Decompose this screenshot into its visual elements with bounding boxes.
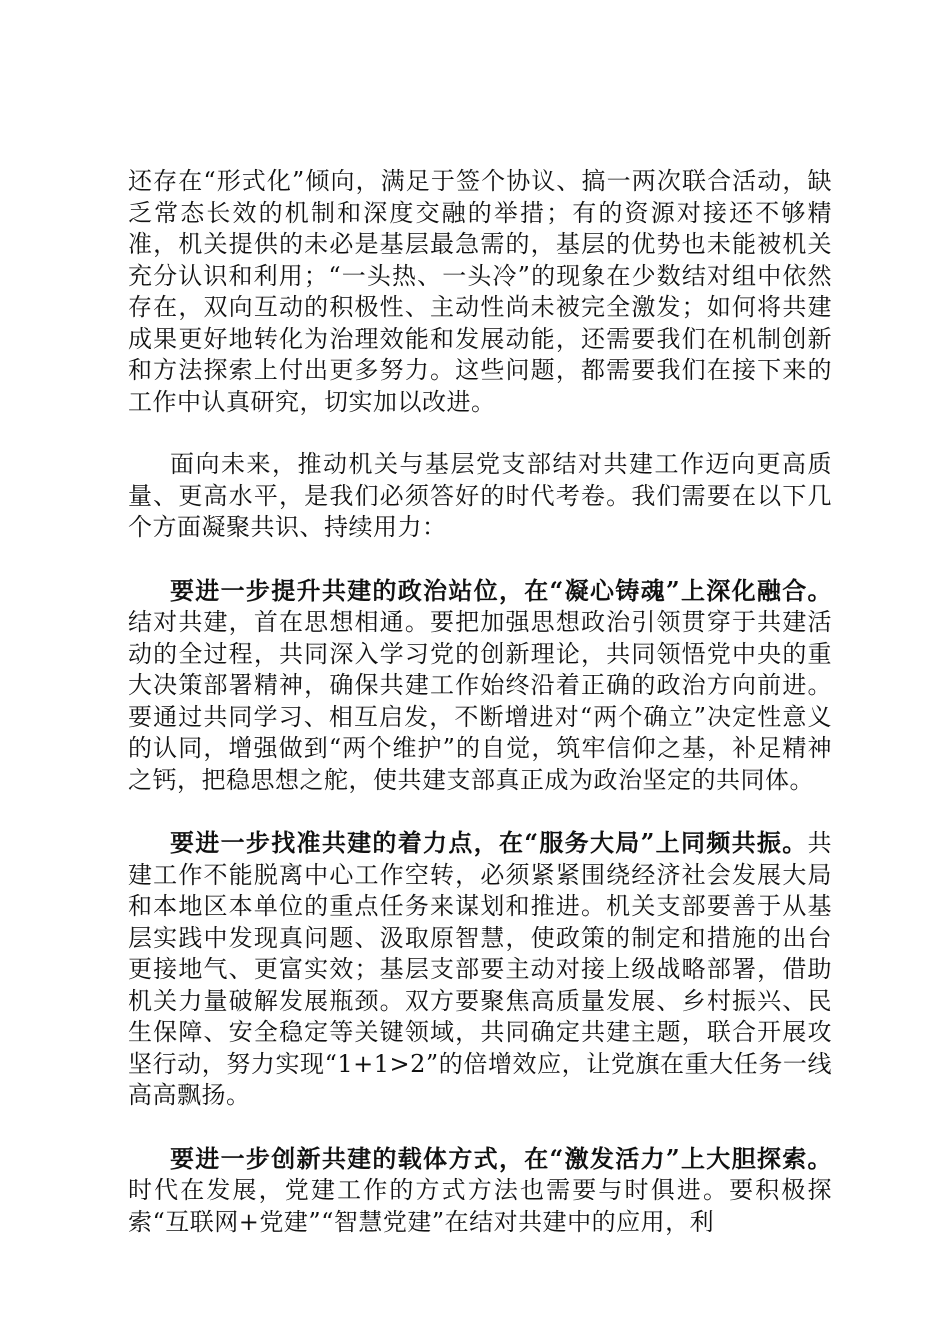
- paragraph-political-standing: [128, 575, 832, 797]
- paragraph-outlook: [128, 449, 832, 544]
- paragraph-text: 共建工作不能脱离中心工作空转，必须紧紧围绕经济社会发展大局和本地区本单位的重点任务来谋划和推进。机关支部要善于从基层实践中发现真问题、汲取原智慧，使政策的制定和措施的出台更接地气、更富实效；基层支部要主动对接上级战略部署，借助机关力量破解发展瓶颈。双方要聚焦高质量发展、乡村振兴、民生保障、安全稳定等关键领域，共同确定共建主题，联合开展攻坚行动，努力实现“1+1>2”的倍增效应，让党旗在重大任务一线高高飘扬。: [128, 829, 832, 1109]
- paragraph-innovation: [128, 1143, 832, 1239]
- paragraph-heading: 要进一步创新共建的载体方式，在“激发活力”上大胆探索。: [170, 1143, 832, 1173]
- paragraph-text: 面向未来，推动机关与基层党支部结对共建工作迈向更高质量、更高水平，是我们必须答好的时代考卷。我们需要在以下几个方面凝聚共识、持续用力：: [128, 450, 832, 541]
- paragraph-text: 时代在发展，党建工作的方式方法也需要与时俱进。要积极探索“互联网+党建”“智慧党建”在结对共建中的应用，利: [128, 1176, 832, 1236]
- paragraph-heading: 要进一步找准共建的着力点，在“服务大局”上同频共振。: [170, 828, 808, 857]
- paragraph-problems: [128, 166, 832, 418]
- paragraph-text: 还存在“形式化”倾向，满足于签个协议、搞一两次联合活动，缺乏常态长效的机制和深度交融的举措；有的资源对接还不够精准，机关提供的未必是基层最急需的，基层的优势也未能被机关充分认识和利用；“一头热、一头冷”的现象在少数结对组中依然存在，双向互动的积极性、主动性尚未被完全激发；如何将共建成果更好地转化为治理效能和发展动能，还需要我们在机制创新和方法探索上付出更多努力。这些问题，都需要我们在接下来的工作中认真研究，切实加以改进。: [128, 167, 832, 416]
- paragraph-heading: 要进一步提升共建的政治站位，在“凝心铸魂”上深化融合。: [170, 575, 832, 605]
- paragraph-text: 结对共建，首在思想相通。要把加强思想政治引领贯穿于共建活动的全过程，共同深入学习党的创新理论，共同领悟党中央的重大决策部署精神，确保共建工作始终沿着正确的政治方向前进。要通过共同学习、相互启发，不断增进对“两个确立”决定性意义的认同，增强做到“两个维护”的自觉，筑牢信仰之基，补足精神之钙，把稳思想之舵，使共建支部真正成为政治坚定的共同体。: [128, 608, 832, 794]
- document-body: [128, 166, 832, 1269]
- paragraph-focus-point: [128, 827, 832, 1112]
